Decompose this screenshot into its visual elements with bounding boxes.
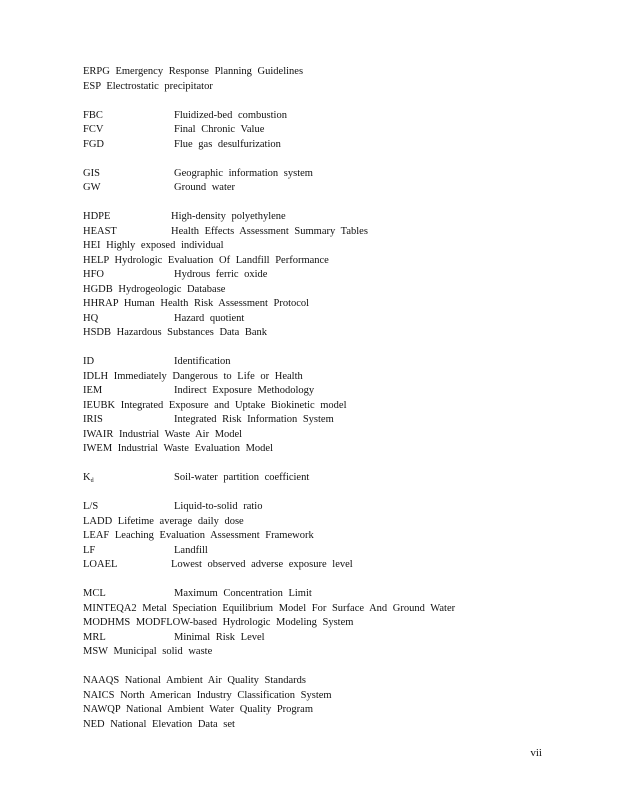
acronym-entry [83,703,483,718]
acronym-abbreviation [83,109,103,124]
acronym-definition: Maximum Concentration Limit [174,588,312,599]
acronym-entry [83,167,483,182]
group-spacer [83,196,483,211]
acronym-entry [83,138,483,153]
abbreviation-subscript: d [90,478,94,484]
acronym-entry [83,544,483,559]
acronym-entry [83,254,483,269]
acronym-abbreviation [83,210,110,225]
acronym-entry [83,283,483,298]
entry-text: ERPG Emergency Response Planning Guidelines [83,66,304,77]
acronym-entry [83,326,483,341]
acronym-definition: Geographic information system [174,167,313,179]
abbreviation-text: GW [83,182,101,193]
acronym-entry [83,558,483,573]
acronym-entry [83,413,483,428]
entry-text: NED National Elevation Data set [83,718,235,730]
acronym-abbreviation [83,500,98,515]
abbreviation-text: FGD [83,138,105,150]
acronym-definition: Lowest observed adverse exposure level [171,559,353,570]
entry-text: HSDB Hazardous Substances Data Bank [83,327,268,338]
entry-text: NAICS North American Industry Classification System [83,689,332,701]
acronym-definition: Identification [174,356,231,367]
acronym-definition: Indirect Exposure Methodology [174,385,315,396]
acronym-abbreviation [83,384,102,399]
acronym-abbreviation [83,587,106,602]
acronym-definition: Hydrous ferric oxide [174,269,268,280]
group-spacer [83,341,483,356]
acronym-definition: Flue gas desulfurization [174,138,281,150]
acronym-definition: Landfill [174,544,208,556]
acronym-definition: Ground water [174,182,236,193]
entry-text: MODHMS MODFLOW-based Hydrologic Modeling System [83,617,354,628]
abbreviation-text: IRIS [83,414,103,425]
page-number: vii [530,747,542,759]
acronym-entry [83,65,483,80]
abbreviation-text: GIS [83,167,100,179]
entry-text: IDLH Immediately Dangerous to Life or Health [83,370,303,382]
abbreviation-text: MCL [83,588,106,599]
acronym-abbreviation [83,181,101,196]
abbreviation-text: FCV [83,124,104,135]
group-spacer [83,457,483,472]
acronym-entry [83,515,483,530]
acronym-entry [83,80,483,95]
acronym-definition: Liquid-to-solid ratio [174,501,263,512]
acronym-definition: Hazard quotient [174,312,245,324]
acronym-definition: Final Chronic Value [174,124,265,135]
entry-text: HHRAP Human Health Risk Assessment Protocol [83,298,310,309]
acronym-entry [83,399,483,414]
acronym-abbreviation [83,268,104,283]
acronym-entry [83,442,483,457]
acronym-entry [83,674,483,689]
acronym-definition: Minimal Risk Level [174,631,265,643]
acronym-entry [83,355,483,370]
entry-text: HGDB Hydrogeologic Database [83,283,226,295]
abbreviation-text: LF [83,544,96,556]
entry-text: LEAF Leaching Evaluation Assessment Framework [83,530,314,541]
acronym-definition: Soil-water partition coefficient [174,472,310,483]
acronym-abbreviation [83,312,98,327]
acronym-entry [83,718,483,733]
group-spacer [83,152,483,167]
acronym-definition: Health Effects Assessment Summary Tables [171,225,368,237]
entry-text: IEUBK Integrated Exposure and Uptake Biokinetic model [83,399,347,411]
acronym-entry [83,616,483,631]
acronym-entry [83,428,483,443]
acronym-abbreviation [83,225,117,240]
acronym-entry [83,210,483,225]
entry-text: IWAIR Industrial Waste Air Model [83,428,243,440]
acronym-entry [83,529,483,544]
acronym-abbreviation [83,355,94,370]
acronym-entry [83,500,483,515]
entry-text: MINTEQA2 Metal Speciation Equilibrium Model For Surface And Ground Water [83,602,456,614]
entry-text: NAWQP National Ambient Water Quality Program [83,704,313,715]
acronym-entry [83,181,483,196]
acronym-entry [83,602,483,617]
group-spacer [83,573,483,588]
entry-text: NAAQS National Ambient Air Quality Standards [83,675,306,686]
abbreviation-text: IEM [83,385,103,396]
abbreviation-text: LOAEL [83,559,118,570]
entry-text: IWEM Industrial Waste Evaluation Model [83,443,274,454]
acronym-definition: Integrated Risk Information System [174,414,334,425]
abbreviation-text: ID [83,356,95,367]
acronym-entry [83,268,483,283]
entry-text: MSW Municipal solid waste [83,646,213,657]
abbreviation-text: HFO [83,269,105,280]
abbreviation-text: MRL [83,631,106,643]
abbreviation-text: K [83,472,91,483]
entry-text: ESP Electrostatic precipitator [83,80,213,92]
acronym-abbreviation [83,123,103,138]
group-spacer [83,660,483,675]
group-spacer [83,94,483,109]
acronym-entry [83,123,483,138]
acronym-entry [83,109,483,124]
abbreviation-text: HEAST [83,225,117,237]
acronym-list [83,65,483,732]
acronym-definition: High-density polyethylene [171,211,286,222]
abbreviation-text: HQ [83,312,99,324]
acronym-entry [83,312,483,327]
acronym-abbreviation [83,167,100,182]
acronym-abbreviation [83,544,95,559]
acronym-abbreviation [83,631,106,646]
acronym-definition: Fluidized-bed combustion [174,109,287,121]
acronym-entry [83,471,483,486]
acronym-abbreviation [83,558,117,573]
acronym-entry [83,631,483,646]
abbreviation-text: L/S [83,501,99,512]
acronym-entry [83,370,483,385]
acronym-entry [83,587,483,602]
entry-text: LADD Lifetime average daily dose [83,515,244,527]
acronym-abbreviation [83,138,104,153]
group-spacer [83,486,483,501]
acronym-entry [83,645,483,660]
acronym-abbreviation [83,413,103,428]
abbreviation-text: HDPE [83,211,111,222]
acronym-entry [83,297,483,312]
acronym-entry [83,239,483,254]
abbreviation-text: FBC [83,109,103,121]
entry-text: HELP Hydrologic Evaluation Of Landfill Performance [83,254,329,266]
acronym-abbreviation [83,471,94,487]
entry-text: HEI Highly exposed individual [83,240,224,251]
acronym-entry [83,225,483,240]
acronym-entry [83,384,483,399]
acronym-entry [83,689,483,704]
